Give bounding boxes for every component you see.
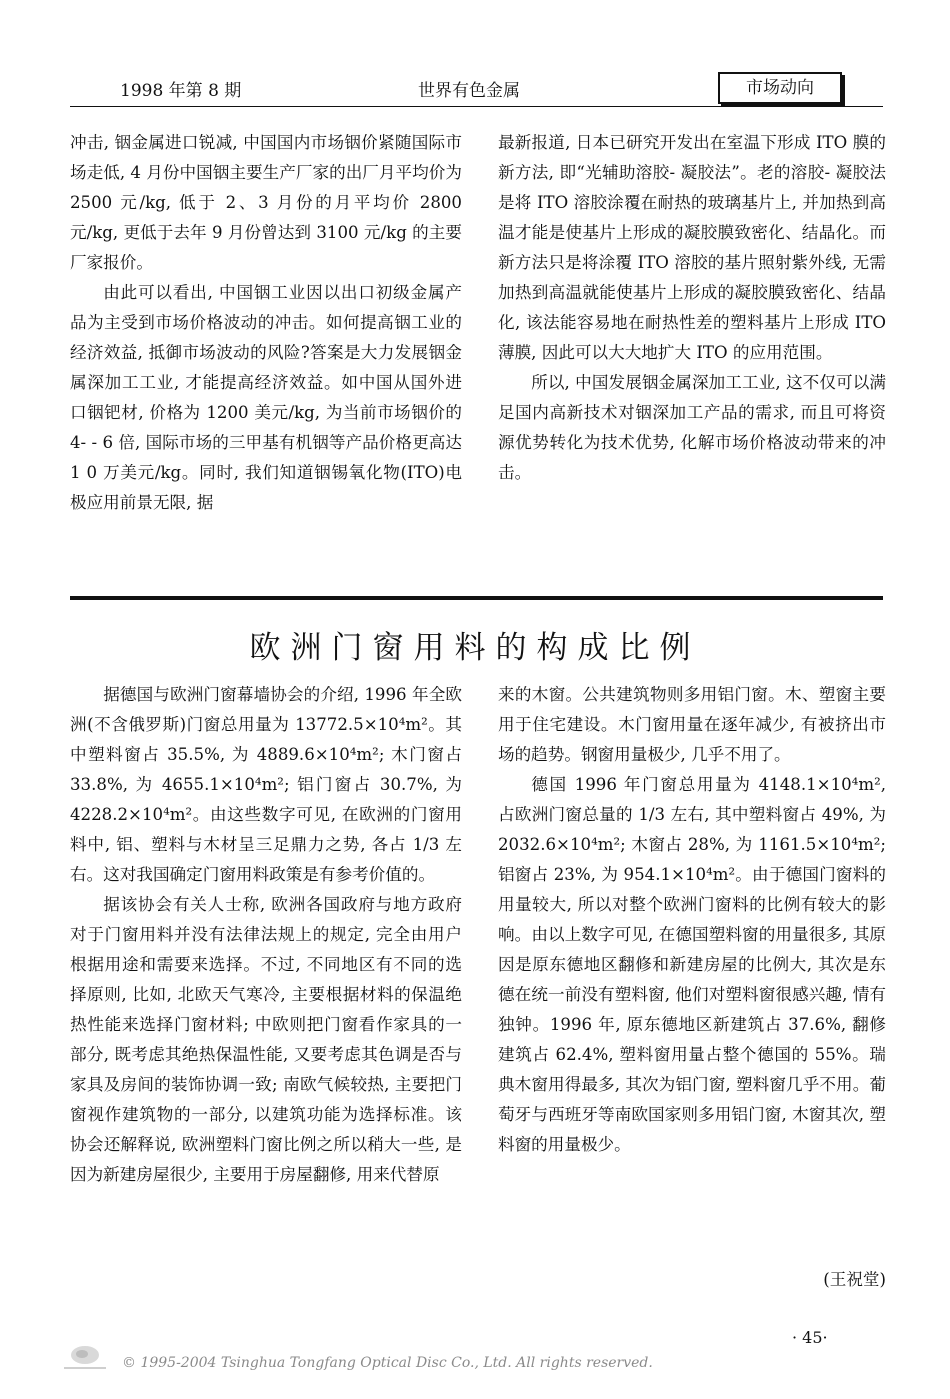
header-section-box: 市场动向 bbox=[718, 72, 842, 104]
publisher-logo-icon bbox=[62, 1342, 108, 1372]
header-journal-name: 世界有色金属 bbox=[418, 81, 520, 101]
paragraph: 冲击, 铟金属进口锐减, 中国国内市场铟价紧随国际市场走低, 4 月份中国铟主要生产厂家的出厂月平均价为 2500 元/kg, 低于 2、3 月份的月平均价 2800 元/kg, 更低于去年 9 月份曾达到 3100 元/kg 的主要厂家报价。 bbox=[70, 133, 462, 272]
article-title: 欧洲门窗用料的构成比例 bbox=[249, 630, 701, 666]
paragraph: 据该协会有关人士称, 欧洲各国政府与地方政府对于门窗用料并没有法律法规上的规定, 完全由用户根据用途和需要来选择。不过, 不同地区有不同的选择原则, 比如, 北欧天气寒冷, 主要根据材料的保温绝热性能来选择门窗材料; 中欧则把门窗看作家具的一部分, 既考虑其绝热保温性能, 又要考虑其色调是否与家具及房间的装饰协调一致; 南欧气候较热, 主要把门窗视作建筑物的一部分, 以建筑功能为选择标准。该协会还解释说, 欧洲塑料门窗比例之所以稍大一些, 是因为新建房屋很少, 主要用于房屋翻修, 用来代替原 bbox=[70, 895, 462, 1184]
paragraph: 由此可以看出, 中国铟工业因以出口初级金属产品为主受到市场价格波动的冲击。如何提高铟工业的经济效益, 抵御市场波动的风险?答案是大力发展铟金属深加工工业, 才能提高经济效益。如中国从国外进口铟钯材, 价格为 1200 美元/kg, 为当前市场铟价的 4- - 6 倍, 国际市场的三甲基有机铟等产品价格更高达 1 0 万美元/kg。同时, 我们知道铟锡氧化物(ITO)电极应用前景无限, 据 bbox=[70, 283, 462, 512]
paragraph: 德国 1996 年门窗总用量为 4148.1×10⁴m², 占欧洲门窗总量的 1/3 左右, 其中塑料窗占 49%, 为 2032.6×10⁴m²; 木窗占 28%, 为 1161.5×10⁴m²; 铝窗占 23%, 为 954.1×10⁴m²。由于德国门窗料的用量较大, 所以对整个欧洲门窗料的比例有较大的影响。由以上数字可见, 在德国塑料窗的用量很多, 其原因是原东德地区翻修和新建房屋的比例大, 其次是东德在统一前没有塑料窗, 他们对塑料窗很感兴趣, 情有独钟。1996 年, 原东德地区新建筑占 37.6%, 翻修建筑占 62.4%, 塑料窗用量占整个德国的 55%。瑞典木窗用得最多, 其次为铝门窗, 塑料窗几乎不用。葡萄牙与西班牙等南欧国家则多用铝门窗, 木窗其次, 塑料窗的用量极少。 bbox=[498, 775, 886, 1154]
article-author: (王祝堂) bbox=[823, 1270, 886, 1289]
prev-article-column-left bbox=[70, 128, 462, 518]
paragraph: 来的木窗。公共建筑物则多用铝门窗。木、塑窗主要用于住宅建设。木门窗用量在逐年减少, 有被挤出市场的趋势。钢窗用量极少, 几乎不用了。 bbox=[498, 685, 886, 764]
section-divider bbox=[70, 596, 883, 600]
header-rule bbox=[70, 106, 883, 107]
paragraph: 最新报道, 日本已研究开发出在室温下形成 ITO 膜的新方法, 即“光辅助溶胶- 凝胶法”。老的溶胶- 凝胶法是将 ITO 溶胶涂覆在耐热的玻璃基片上, 并加热到高温才能是使基片上形成的凝胶膜致密化、结晶化。而新方法只是将涂覆 ITO 溶胶的基片照射紫外线, 无需加热到高温就能使基片上形成的凝胶膜致密化、结晶化, 该法能容易地在耐热性差的塑料基片上形成 ITO 薄膜, 因此可以大大地扩大 ITO 的应用范围。 bbox=[498, 133, 886, 362]
article-column-right bbox=[498, 680, 886, 1160]
header-issue: 1998 年第 8 期 bbox=[120, 81, 242, 101]
prev-article-column-right bbox=[498, 128, 886, 488]
paragraph: 据德国与欧洲门窗幕墙协会的介绍, 1996 年全欧洲(不含俄罗斯)门窗总用量为 13772.5×10⁴m²。其中塑料窗占 35.5%, 为 4889.6×10⁴m²; 木门窗占 33.8%, 为 4655.1×10⁴m²; 铝门窗占 30.7%, 为 4228.2×10⁴m²。由这些数字可见, 在欧洲的门窗用料中, 铝、塑料与木材呈三足鼎力之势, 各占 1/3 左右。这对我国确定门窗用料政策是有参考价值的。 bbox=[70, 685, 462, 884]
paragraph: 所以, 中国发展铟金属深加工工业, 这不仅可以满足国内高新技术对铟深加工产品的需求, 而且可将资源优势转化为技术优势, 化解市场价格波动带来的冲击。 bbox=[498, 373, 886, 482]
page-number: · 45· bbox=[792, 1328, 828, 1347]
article-column-left bbox=[70, 680, 462, 1190]
copyright-notice: © 1995-2004 Tsinghua Tongfang Optical Disc Co., Ltd. All rights reserved. bbox=[122, 1355, 653, 1371]
